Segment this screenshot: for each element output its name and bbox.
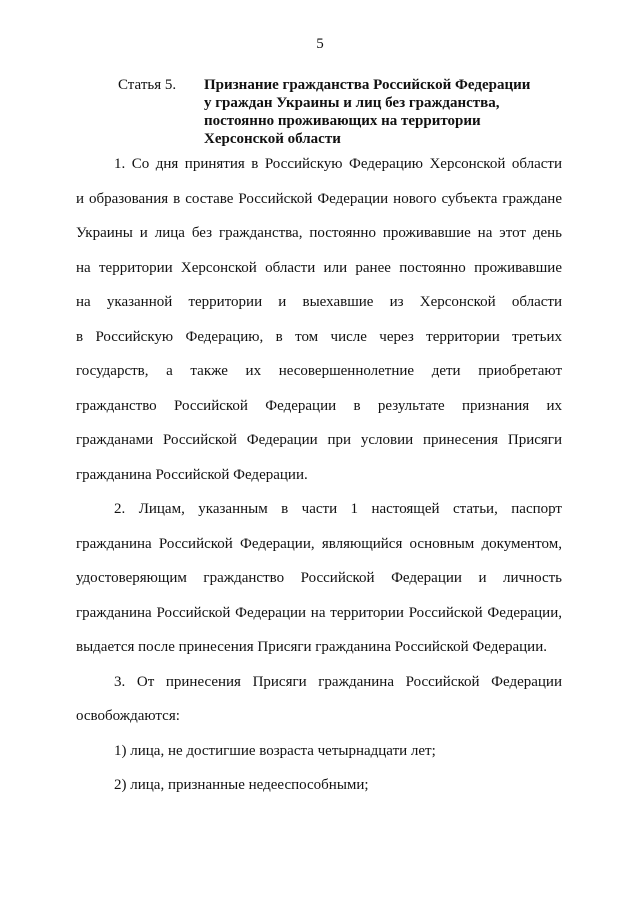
article-label: Статья 5. — [118, 77, 177, 93]
text-line: гражданина Российской Федерации на территории Российской Федерации, — [76, 604, 562, 621]
text-line: государств, а также их несовершеннолетние дети приобретают — [76, 363, 562, 379]
article-title-line: постоянно проживающих на территории — [204, 113, 481, 129]
text-line: гражданина Российской Федерации, являющийся основным документом, — [76, 535, 562, 552]
article-title-line: Признание гражданства Российской Федерации — [204, 77, 531, 93]
text-line: на указанной территории и выехавшие из Херсонской области — [76, 294, 562, 310]
text-line: гражданина Российской Федерации. — [76, 466, 308, 483]
paragraph-3 — [76, 672, 562, 741]
text-line: и образования в составе Российской Федерации нового субъекта граждане — [76, 190, 562, 207]
text-line: 2. Лицам, указанным в части 1 настоящей статьи, паспорт — [114, 501, 562, 517]
page-number: 5 — [316, 36, 324, 52]
text-line: 1) лица, не достигшие возраста четырнадцати лет; — [114, 742, 436, 759]
list-item — [76, 775, 562, 810]
text-line: гражданами Российской Федерации при условии принесения Присяги — [76, 432, 562, 448]
article-title-line: у граждан Украины и лиц без гражданства, — [204, 95, 500, 111]
text-line: 2) лица, признанные недееспособными; — [114, 777, 369, 793]
article-title-line: Херсонской области — [204, 131, 341, 147]
list-item — [76, 741, 562, 776]
text-line: 3. От принесения Присяги гражданина Российской Федерации — [114, 673, 562, 690]
text-line: на территории Херсонской области или ранее постоянно проживавшие — [76, 259, 562, 276]
text-line: выдается после принесения Присяги гражданина Российской Федерации. — [76, 639, 547, 655]
text-line: 1. Со дня принятия в Российскую Федерацию Херсонской области — [114, 156, 562, 172]
article-header — [118, 76, 578, 148]
text-line: удостоверяющим гражданство Российской Федерации и личность — [76, 570, 562, 586]
text-line: освобождаются: — [76, 708, 180, 724]
article-body — [76, 154, 562, 810]
text-line: в Российскую Федерацию, в том числе через территории третьих — [76, 328, 562, 345]
text-line: Украины и лица без гражданства, постоянно проживавшие на этот день — [76, 225, 562, 241]
paragraph-2 — [76, 499, 562, 672]
text-line: гражданство Российской Федерации в результате признания их — [76, 397, 562, 414]
article-title — [204, 76, 530, 148]
paragraph-1 — [76, 154, 562, 499]
